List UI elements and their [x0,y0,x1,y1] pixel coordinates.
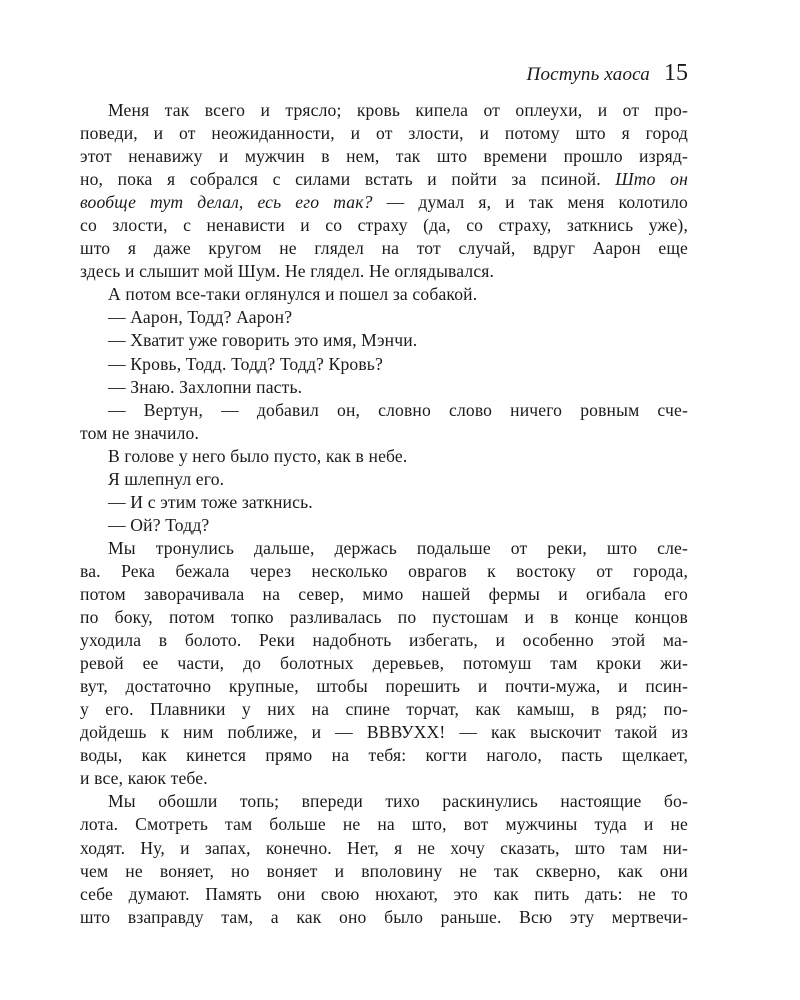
text-line: — И с этим тоже заткнись. [108,491,313,512]
text-line: у его. Плавники у них на спине торчат, как камыш, в ряд; по- [80,699,688,720]
text-segment: — думал я, и так меня колотило [386,192,688,213]
text-line: — Кровь, Тодд. Тодд? Тодд? Кровь? [108,353,383,374]
text-segment: но, пока я собрался с силами встать и пойти за псиной. [80,169,601,190]
text-line: А потом все-таки оглянулся и пошел за собакой. [108,284,478,305]
text-line: со злости, с ненависти и со страху (да, со страху, заткнись уже), [80,215,688,236]
text-line: В голове у него было пусто, как в небе. [108,445,408,466]
text-line: и все, каюк тебе. [80,768,208,789]
text-line: — Ой? Тодд? [108,514,210,535]
text-line: поведи, и от неожиданности, и от злости, и потому што я город [80,123,688,144]
text-line: — Хватит уже говорить это имя, Мэнчи. [108,330,418,351]
text-line: што взаправду там, а как оно было раньше. Всю эту мертвечи- [80,906,688,927]
page-number: 15 [664,60,688,86]
text-line: здесь и слышит мой Шум. Не глядел. Не оглядывался. [80,261,495,282]
text-line: вут, достаточно крупные, штобы порешить и почти-мужа, и псин- [80,676,688,697]
running-header [527,60,688,87]
text-line: Мы обошли топь; впереди тихо раскинулись настоящие бо- [108,791,688,812]
text-line: дойдешь к ним поближе, и — ВВВУХХ! — как выскочит такой из [80,722,688,743]
running-header-title: Поступь хаоса [526,64,650,85]
text-line: Я шлепнул его. [108,468,225,489]
text-line [80,168,688,191]
italic-text-segment: вообще тут делал, есь его так? [80,192,373,213]
text-line: себе думают. Память они свою нюхают, это как пить дать: не то [80,883,688,904]
text-line: ревой ее части, до болотных деревьев, потомуш там кроки жи- [80,653,688,674]
text-line: — Знаю. Захлопни пасть. [108,376,303,397]
text-line: — Вертун, — добавил он, словно слово ничего ровным сче- [108,399,688,420]
italic-text-segment: Што он [615,169,688,190]
text-line: уходила в болото. Реки надобноть избегать, и особенно этой ма- [80,630,688,651]
text-line: ва. Река бежала через несколько оврагов к востоку от города, [80,560,688,581]
text-line: воды, как кинется прямо на тебя: когти наголо, пасть щелкает, [80,745,688,766]
text-line: чем не воняет, но воняет и вполовину не так скверно, как они [80,860,688,881]
text-line: том не значило. [80,422,200,443]
text-line: Мы тронулись дальше, держась подальше от реки, што сле- [108,537,688,558]
text-line: этот ненавижу и мужчин в нем, так што времени прошло изряд- [80,146,688,167]
text-line: ходят. Ну, и запах, конечно. Нет, я не хочу сказать, што там ни- [80,837,688,858]
text-line: — Аарон, Тодд? Аарон? [108,307,293,328]
text-line: потом заворачивала на север, мимо нашей фермы и огибала его [80,583,688,604]
text-line: Меня так всего и трясло; кровь кипела от оплеухи, и от про- [108,100,688,120]
text-line: лота. Смотреть там больше не на што, вот мужчины туда и не [80,814,688,835]
body-text [80,99,688,929]
text-line [80,191,688,214]
text-line: по боку, потом топко разливалась по пустошам и в конце концов [80,607,688,628]
text-line: што я даже кругом не глядел на тот случай, вдруг Аарон еще [80,238,688,259]
